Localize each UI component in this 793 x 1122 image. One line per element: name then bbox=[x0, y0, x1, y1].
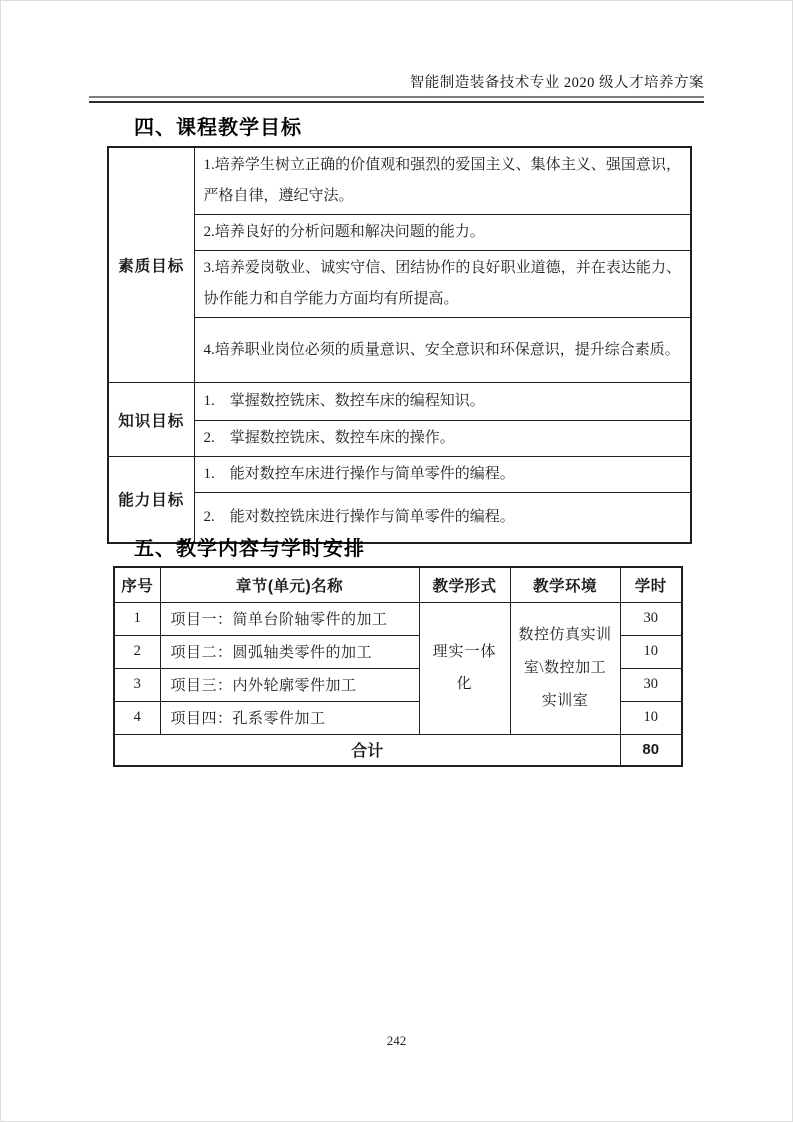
teaching-schedule-table bbox=[113, 566, 683, 767]
objective-group-label-knowledge: 知识目标 bbox=[108, 383, 194, 457]
teaching-form-cell: 理实一体化 bbox=[419, 602, 510, 734]
objective-group-label-ability: 能力目标 bbox=[108, 457, 194, 543]
section-4-title: 四、课程教学目标 bbox=[134, 117, 302, 139]
unit-name: 项目三：内外轮廓零件加工 bbox=[160, 668, 419, 701]
row-no: 4 bbox=[114, 701, 160, 734]
table-row bbox=[108, 421, 691, 457]
hours-cell: 30 bbox=[620, 668, 682, 701]
objective-item: 2. 能对数控铣床进行操作与简单零件的编程。 bbox=[194, 493, 691, 543]
table-row bbox=[114, 602, 682, 635]
header-divider-rule bbox=[89, 96, 704, 103]
section-5-title: 五、教学内容与学时安排 bbox=[134, 538, 365, 560]
hours-cell: 10 bbox=[620, 635, 682, 668]
table-row bbox=[108, 251, 691, 318]
objective-item: 2.培养良好的分析问题和解决问题的能力。 bbox=[194, 215, 691, 251]
row-no: 2 bbox=[114, 635, 160, 668]
row-no: 1 bbox=[114, 602, 160, 635]
teaching-environment-cell: 数控仿真实训室\数控加工实训室 bbox=[510, 602, 620, 734]
table-row bbox=[108, 318, 691, 383]
page-header-title: 智能制造装备技术专业 2020 级人才培养方案 bbox=[409, 75, 704, 91]
objective-item: 4.培养职业岗位必须的质量意识、安全意识和环保意识，提升综合素质。 bbox=[194, 318, 691, 383]
course-objectives-table bbox=[107, 146, 692, 544]
unit-name: 项目一：简单台阶轴零件的加工 bbox=[160, 602, 419, 635]
column-header-hours: 学时 bbox=[620, 567, 682, 602]
hours-cell: 30 bbox=[620, 602, 682, 635]
objective-group-label-quality: 素质目标 bbox=[108, 147, 194, 383]
total-hours: 80 bbox=[620, 734, 682, 766]
unit-name: 项目四：孔系零件加工 bbox=[160, 701, 419, 734]
unit-name: 项目二：圆弧轴类零件的加工 bbox=[160, 635, 419, 668]
table-row bbox=[108, 457, 691, 493]
objective-item: 2. 掌握数控铣床、数控车床的操作。 bbox=[194, 421, 691, 457]
table-total-row bbox=[114, 734, 682, 766]
objective-item: 3.培养爱岗敬业、诚实守信、团结协作的良好职业道德，并在表达能力、协作能力和自学能力方面均有所提高。 bbox=[194, 251, 691, 318]
column-header-unit-name: 章节(单元)名称 bbox=[160, 567, 419, 602]
table-row bbox=[108, 147, 691, 215]
column-header-environment: 教学环境 bbox=[510, 567, 620, 602]
page-number: 242 bbox=[386, 1033, 407, 1048]
total-label: 合计 bbox=[114, 734, 620, 766]
column-header-teaching-form: 教学形式 bbox=[419, 567, 510, 602]
objective-item: 1.培养学生树立正确的价值观和强烈的爱国主义、集体主义、强国意识，严格自律，遵纪守法。 bbox=[194, 147, 691, 215]
objective-item: 1. 能对数控车床进行操作与简单零件的编程。 bbox=[194, 457, 691, 493]
row-no: 3 bbox=[114, 668, 160, 701]
hours-cell: 10 bbox=[620, 701, 682, 734]
table-row bbox=[108, 383, 691, 421]
table-row bbox=[108, 215, 691, 251]
column-header-no: 序号 bbox=[114, 567, 160, 602]
objective-item: 1. 掌握数控铣床、数控车床的编程知识。 bbox=[194, 383, 691, 421]
table-header-row bbox=[114, 567, 682, 602]
